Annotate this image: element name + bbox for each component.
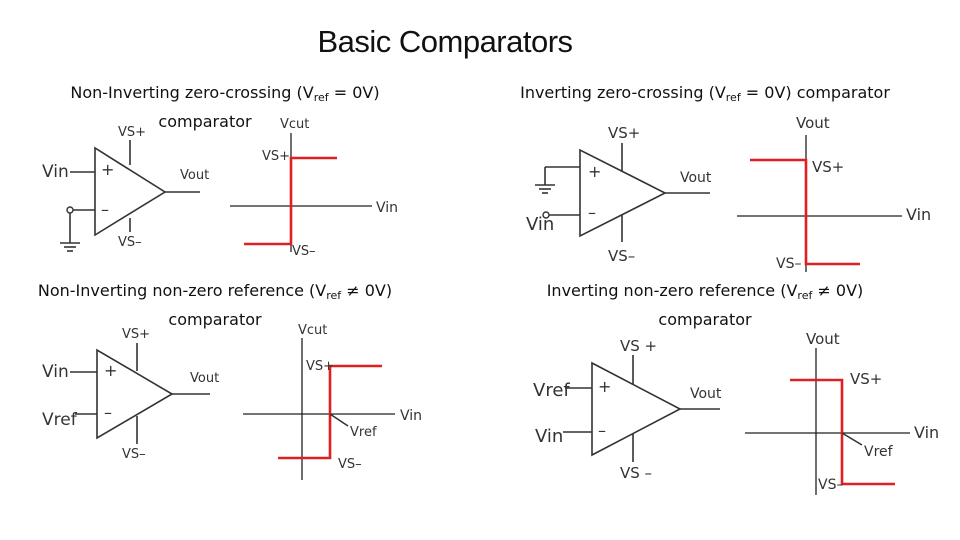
caption-sub: ref <box>797 289 813 302</box>
minus-sign: – <box>104 403 112 422</box>
caption-tail: = 0V) comparator <box>740 83 890 102</box>
plus-sign: + <box>598 377 612 396</box>
vs-plus-label: VS+ <box>122 327 151 342</box>
transfer-graph-4 <box>745 330 939 495</box>
caption-tail: ≠ 0V) <box>812 281 864 300</box>
transfer-curve <box>790 380 895 484</box>
graph-vs-plus-label: VS+ <box>812 158 845 176</box>
vin-label: Vin <box>535 426 564 447</box>
vs-minus-label: VS– <box>122 447 146 462</box>
caption-sub: ref <box>326 289 342 302</box>
graph-vs-plus-label: VS+ <box>262 149 291 164</box>
caption-sub: ref <box>313 91 329 104</box>
graph-vout-label: Vout <box>806 330 840 348</box>
vout-label: Vout <box>180 168 210 183</box>
ground-icon <box>535 185 555 193</box>
caption-lead: Non-Inverting non-zero reference (V <box>37 281 327 300</box>
caption-lead: Inverting non-zero reference (V <box>546 281 798 300</box>
vin-label: Vin <box>42 362 69 382</box>
caption-lead: Non-Inverting zero-crossing (V <box>70 83 314 102</box>
graph-vout-label: Vout <box>796 114 830 132</box>
caption-tail: = 0V) <box>328 83 380 102</box>
transfer-curve <box>244 158 337 244</box>
vs-minus-label: VS– <box>608 247 636 265</box>
vout-label: Vout <box>690 386 722 402</box>
vin-label: Vin <box>42 162 69 182</box>
vout-label: Vout <box>680 170 712 186</box>
vs-plus-label: VS+ <box>608 124 641 142</box>
vs-plus-label: VS + <box>620 337 658 355</box>
input-node <box>67 207 73 213</box>
transfer-curve <box>278 366 382 458</box>
graph-vin-label: Vin <box>400 408 423 424</box>
plus-sign: + <box>588 162 602 181</box>
vref-pointer <box>330 414 348 426</box>
minus-sign: – <box>588 203 596 222</box>
vs-minus-label: VS– <box>118 235 142 250</box>
transfer-graph-1 <box>230 117 398 259</box>
vin-label: Vin <box>526 214 555 235</box>
graph-vs-minus-label: VS– <box>776 256 802 272</box>
caption-line2: comparator <box>168 310 262 329</box>
vref-label: Vref <box>42 410 77 430</box>
plus-sign: + <box>104 361 118 380</box>
vref-pointer <box>842 433 862 445</box>
opamp-circuit-4 <box>533 337 722 482</box>
graph-vref-label: Vref <box>864 444 893 460</box>
vs-plus-label: VS+ <box>118 125 147 140</box>
plus-sign: + <box>101 160 115 179</box>
transfer-graph-2 <box>737 114 931 272</box>
caption-lead: Inverting zero-crossing (V <box>520 83 726 102</box>
graph-vs-minus-label: VS– <box>338 457 362 472</box>
graph-vs-minus-label: VS– <box>818 477 844 493</box>
caption-line2: comparator <box>158 112 252 131</box>
minus-sign: – <box>101 200 109 219</box>
graph-vref-label: Vref <box>350 425 377 440</box>
graph-vin-label: Vin <box>914 423 940 442</box>
transfer-graph-3 <box>243 323 422 480</box>
caption-line2: comparator <box>658 310 752 329</box>
caption-tail: ≠ 0V) <box>341 281 393 300</box>
opamp-circuit-2 <box>526 124 712 265</box>
graph-vin-label: Vin <box>906 205 932 224</box>
vout-label: Vout <box>190 371 220 386</box>
caption-sub: ref <box>725 91 741 104</box>
graph-vin-label: Vin <box>376 200 399 216</box>
graph-vs-minus-label: VS– <box>292 244 316 259</box>
opamp-circuit-3 <box>42 327 219 462</box>
vref-label: Vref <box>533 380 570 401</box>
page-title: Basic Comparators <box>317 24 573 59</box>
minus-sign: – <box>598 421 606 440</box>
graph-vout-label: Vcut <box>298 323 328 338</box>
ground-icon <box>60 243 80 251</box>
graph-vs-plus-label: VS+ <box>306 359 335 374</box>
opamp-circuit-1 <box>42 125 209 251</box>
vs-minus-label: VS – <box>620 464 653 482</box>
graph-vout-label: Vcut <box>280 117 310 132</box>
graph-vs-plus-label: VS+ <box>850 370 883 388</box>
